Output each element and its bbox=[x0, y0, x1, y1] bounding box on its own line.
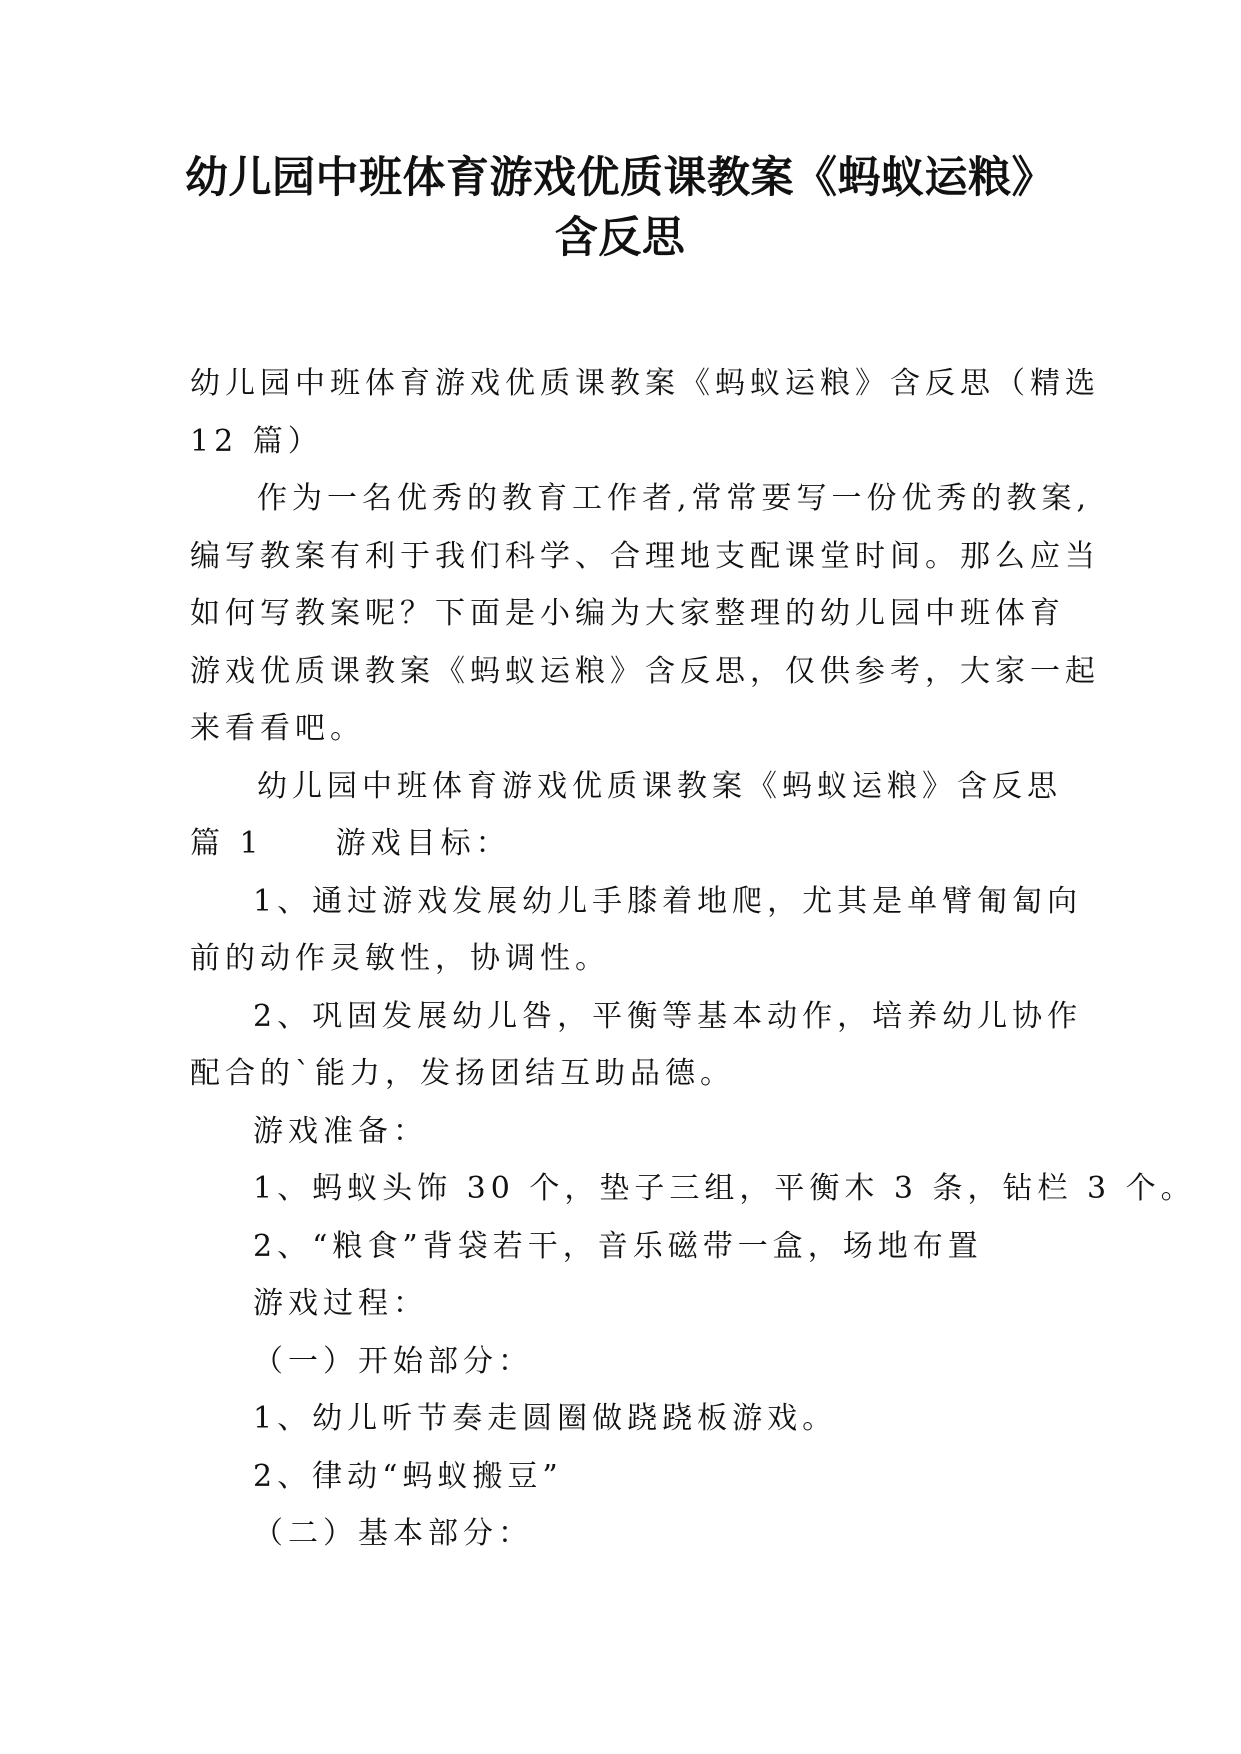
paragraph-line: 来看看吧。 bbox=[190, 711, 365, 746]
subheading: 游戏准备： bbox=[253, 1113, 428, 1149]
section-subheading: 游戏目标： bbox=[335, 826, 511, 861]
process-heading: （一）开始部分： bbox=[253, 1343, 533, 1379]
section-heading-line: 幼儿园中班体育游戏优质课教案《蚂蚁运粮》含反思 bbox=[257, 768, 1062, 804]
goal-item: 2、巩固发展幼儿咎，平衡等基本动作，培养幼儿协作 bbox=[253, 998, 1083, 1034]
paragraph-line: 游戏优质课教案《蚂蚁运粮》含反思，仅供参考，大家一起 bbox=[190, 653, 1100, 689]
process-item: 2、律动“蚂蚁搬豆” bbox=[253, 1458, 563, 1494]
document-body bbox=[190, 355, 1196, 1563]
intro-line: 12 篇） bbox=[190, 423, 323, 459]
process-item: 1、幼儿听节奏走圆圈做跷跷板游戏。 bbox=[253, 1401, 838, 1436]
document-title bbox=[150, 148, 1090, 268]
goal-item: 配合的`能力，发扬团结互助品德。 bbox=[190, 1056, 735, 1091]
section-number: 篇 1 bbox=[190, 826, 264, 861]
goal-item: 1、通过游戏发展幼儿手膝着地爬，尤其是单臂匍匐向 bbox=[253, 883, 1083, 919]
paragraph-line: 作为一名优秀的教育工作者,常常要写一份优秀的教案, bbox=[257, 481, 1092, 516]
subheading: 游戏过程： bbox=[253, 1286, 428, 1321]
intro-line: 幼儿园中班体育游戏优质课教案《蚂蚁运粮》含反思（精选 bbox=[190, 366, 1100, 401]
prep-item: 2、“粮食”背袋若干，音乐磁带一盒，场地布置 bbox=[253, 1228, 983, 1264]
goal-item: 前的动作灵敏性，协调性。 bbox=[190, 941, 610, 976]
paragraph-line: 编写教案有利于我们科学、合理地支配课堂时间。那么应当 bbox=[190, 538, 1100, 574]
paragraph-line: 如何写教案呢？下面是小编为大家整理的幼儿园中班体育 bbox=[190, 596, 1065, 631]
title-line-1: 幼儿园中班体育游戏优质课教案《蚂蚁运粮》 bbox=[185, 153, 1055, 203]
title-line-2: 含反思 bbox=[554, 213, 686, 263]
section-heading-line bbox=[190, 815, 1060, 873]
process-heading: （二）基本部分： bbox=[253, 1516, 533, 1551]
prep-item: 1、蚂蚁头饰 30 个，垫子三组，平衡木 3 条，钻栏 3 个。 bbox=[253, 1171, 1196, 1206]
